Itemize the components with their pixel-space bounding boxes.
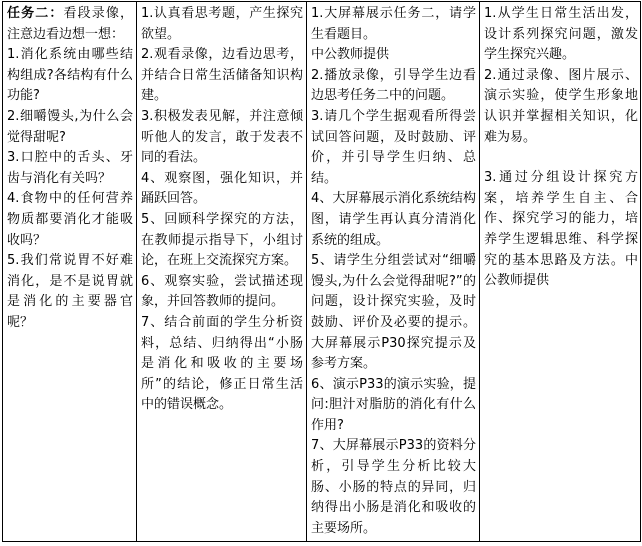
teacher-activity-3: 3.请几个学生据观看所得尝试回答问题，及时鼓励、评价，并引导学生归纳、总结。 bbox=[311, 108, 476, 186]
design-intent-1: 1.从学生日常生活出发，设计系列探究问题，激发学生探究兴趣。 bbox=[484, 6, 638, 63]
design-intent-2: 2.通过录像、图片展示、演示实验，使学生形象地认识并掌握相关知识，化难为易。 bbox=[484, 67, 638, 145]
task-intro-text: 看段录像，注意边看边想一想： bbox=[7, 6, 133, 42]
teacher-activity-6: 6、演示P33的演示实验，提问:胆汁对脂肪的消化有什么作用? bbox=[311, 376, 476, 433]
teacher-credit: 中公教师提供 bbox=[311, 47, 390, 63]
teacher-activity-1: 1.大屏幕展示任务二，请学生看题目。 bbox=[311, 6, 476, 42]
student-activity-6: 6、观察实验，尝试描述现象，并回答教师的提问。 bbox=[141, 273, 303, 310]
teacher-activity-2: 2.播放录像，引导学生边看边思考任务二中的问题。 bbox=[311, 67, 476, 104]
design-intent-cell bbox=[480, 2, 641, 542]
student-activity-4: 4、观察图，强化知识，并踊跃回答。 bbox=[141, 170, 303, 207]
question-1: 1.消化系统由哪些结构组成?各结构有什么功能? bbox=[7, 47, 133, 104]
paragraph-spacer bbox=[484, 148, 638, 168]
lesson-plan-table bbox=[2, 1, 641, 542]
student-activities-cell bbox=[137, 2, 307, 542]
student-activity-2: 2.观看录像，边看边思考，并结合日常生活储备知识构建。 bbox=[141, 47, 303, 104]
table-row bbox=[3, 2, 641, 542]
task-title: 任务二： bbox=[7, 6, 64, 21]
question-2: 2.细嚼馒头,为什么会觉得甜呢? bbox=[7, 108, 133, 145]
student-activity-1: 1.认真看思考题，产生探究欲望。 bbox=[141, 6, 303, 42]
student-activity-7: 7、结合前面的学生分析资料，总结、归纳得出“小肠是消化和吸收的主要场所”的结论，修正日常生活中的错误概念。 bbox=[141, 314, 303, 413]
student-activity-5: 5、回顾科学探究的方法，在教师提示指导下，小组讨论，在班上交流探究方案。 bbox=[141, 211, 303, 269]
design-intent-3: 3.通过分组设计探究方案，培养学生自主、合作、探究学习的能力，培养学生逻辑思维、科学探究的基本思路及方法。中公教师提供 bbox=[484, 170, 638, 289]
question-5: 5.我们常说胃不好难消化，是不是说胃就是消化的主要器官呢？ bbox=[7, 253, 133, 330]
teacher-activity-4: 4、大屏幕展示消化系统结构图，请学生再认真分清消化系统的组成。 bbox=[311, 191, 476, 248]
student-activity-3: 3.积极发表见解，并注意倾听他人的发言，敢于发表不同的看法。 bbox=[141, 108, 303, 166]
task-questions-cell bbox=[3, 2, 137, 542]
question-3: 3.口腔中的舌头、牙齿与消化有关吗？ bbox=[7, 150, 133, 186]
teacher-activity-7: 7、大屏幕展示P33的资料分析，引导学生分析比较大肠、小肠的特点的异同，归纳得出小肠是消化和吸收的主要场所。 bbox=[311, 438, 476, 536]
teacher-activity-5: 5、请学生分组尝试对“细嚼馒头,为什么会觉得甜呢?”的问题，设计探究实验，及时鼓励、评价及必要的提示。大屏幕展示P30探究提示及参考方案。 bbox=[311, 253, 476, 372]
question-4: 4.食物中的任何营养物质都要消化才能吸收吗？ bbox=[7, 191, 133, 248]
teacher-activities-cell bbox=[307, 2, 480, 542]
task-intro bbox=[7, 4, 133, 45]
